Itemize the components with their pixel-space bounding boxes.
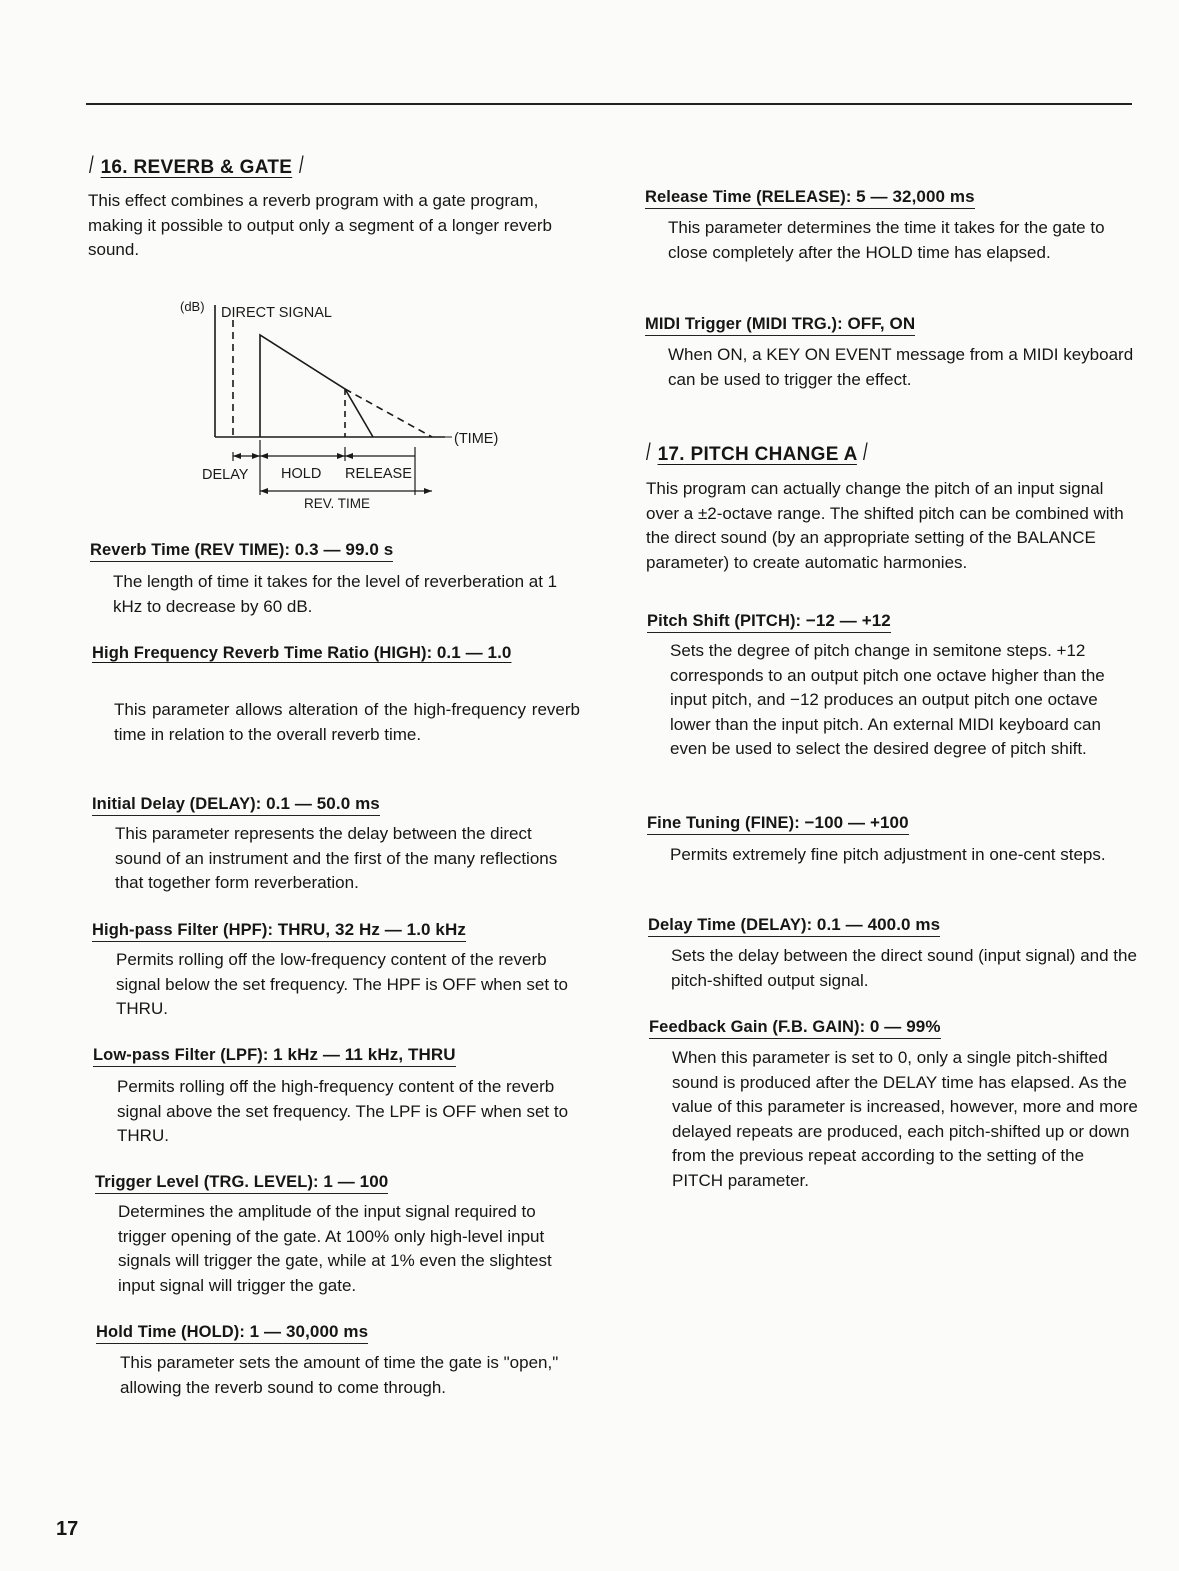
direct-signal-label: DIRECT SIGNAL	[221, 305, 332, 321]
param-heading-rev-time: Reverb Time (REV TIME): 0.3 — 99.0 s	[90, 540, 393, 562]
param-heading-high: High Frequency Reverb Time Ratio (HIGH): 0.1 — 1.0	[92, 643, 512, 662]
rev-time-label: REV. TIME	[304, 496, 371, 511]
release-label: RELEASE	[345, 466, 412, 482]
param-desc-release: This parameter determines the time it takes for the gate to close completely after the HOLD time has elapsed.	[668, 218, 1105, 262]
param-desc-hpf: Permits rolling off the low-frequency content of the reverb signal below the set frequency. The HPF is OFF when set to THRU.	[116, 950, 568, 1018]
param-desc-lpf: Permits rolling off the high-frequency content of the reverb signal above the set frequency. The LPF is OFF when set to THRU.	[117, 1077, 569, 1145]
param-heading-pitch-delay: Delay Time (DELAY): 0.1 — 400.0 ms	[648, 915, 940, 937]
param-heading-pitch: Pitch Shift (PITCH): −12 — +12	[647, 611, 891, 633]
param-heading-fine: Fine Tuning (FINE): −100 — +100	[647, 813, 909, 835]
time-label: (TIME)	[454, 431, 499, 447]
param-desc-fb-gain: When this parameter is set to 0, only a single pitch-shifted sound is produced after the DELAY time has elapsed. As the value of this parameter is increased, however, more and more delayed repeats are produced, each pitch-shifted up or down from the previous repeat according to the setting of the PITCH parameter.	[672, 1048, 1138, 1190]
param-desc-high: This parameter allows alteration of the high-frequency reverb time in relation to the overall reverb time.	[114, 700, 580, 744]
section-16-title: / 16. REVERB & GATE /	[89, 152, 304, 179]
section-17-intro: This program can actually change the pitch of an input signal over a ±2-octave range. The shifted pitch can be combined with the direct sound (by an appropriate setting of the BALANCE parameter) to create automatic harmonies.	[646, 479, 1124, 572]
param-desc-pitch-delay: Sets the delay between the direct sound (input signal) and the pitch-shifted output signal.	[671, 946, 1137, 990]
param-desc-initial-delay: This parameter represents the delay between the direct sound of an instrument and the first of the many reflections that together form reverberation.	[115, 824, 558, 892]
param-heading-hold: Hold Time (HOLD): 1 — 30,000 ms	[96, 1322, 368, 1344]
param-heading-midi-trg: MIDI Trigger (MIDI TRG.): OFF, ON	[645, 314, 915, 336]
param-heading-initial-delay: Initial Delay (DELAY): 0.1 — 50.0 ms	[92, 794, 380, 816]
delay-label: DELAY	[202, 467, 249, 483]
reverb-decay-dashed	[345, 389, 432, 437]
param-desc-hold: This parameter sets the amount of time the gate is "open," allowing the reverb sound to come through.	[120, 1353, 559, 1397]
hold-label: HOLD	[281, 466, 322, 482]
param-desc-trg-level: Determines the amplitude of the input signal required to trigger opening of the gate. At 100% only high-level input signals will trigger the gate, while at 1% even the slightest input signal will trigger the gate.	[118, 1202, 552, 1295]
param-desc-fine: Permits extremely fine pitch adjustment in one-cent steps.	[670, 845, 1106, 864]
page-number: 17	[56, 1518, 79, 1540]
param-desc-midi-trg: When ON, a KEY ON EVENT message from a MIDI keyboard can be used to trigger the effect.	[668, 345, 1134, 389]
reverb-gate-diagram	[170, 295, 530, 520]
param-heading-fb-gain: Feedback Gain (F.B. GAIN): 0 — 99%	[649, 1017, 941, 1039]
param-desc-rev-time: The length of time it takes for the level of reverberation at 1 kHz to decrease by 60 dB.	[113, 572, 558, 616]
section-16-intro: This effect combines a reverb program with a gate program, making it possible to output only a segment of a longer reverb sound.	[88, 191, 552, 259]
gated-envelope	[260, 335, 373, 437]
db-label: (dB)	[180, 299, 205, 314]
param-heading-lpf: Low-pass Filter (LPF): 1 kHz — 11 kHz, THRU	[93, 1045, 456, 1067]
top-rule	[86, 103, 1132, 105]
param-heading-hpf: High-pass Filter (HPF): THRU, 32 Hz — 1.0 kHz	[92, 920, 466, 942]
section-17-title: / 17. PITCH CHANGE A /	[646, 439, 869, 466]
param-heading-release: Release Time (RELEASE): 5 — 32,000 ms	[645, 187, 975, 209]
param-heading-trg-level: Trigger Level (TRG. LEVEL): 1 — 100	[95, 1172, 388, 1194]
param-desc-pitch: Sets the degree of pitch change in semitone steps. +12 corresponds to an output pitch one octave higher than the input pitch, and −12 produces an output pitch one octave lower than the input pitch. An external MIDI keyboard can even be used to select the desired degree of pitch shift.	[670, 641, 1105, 758]
